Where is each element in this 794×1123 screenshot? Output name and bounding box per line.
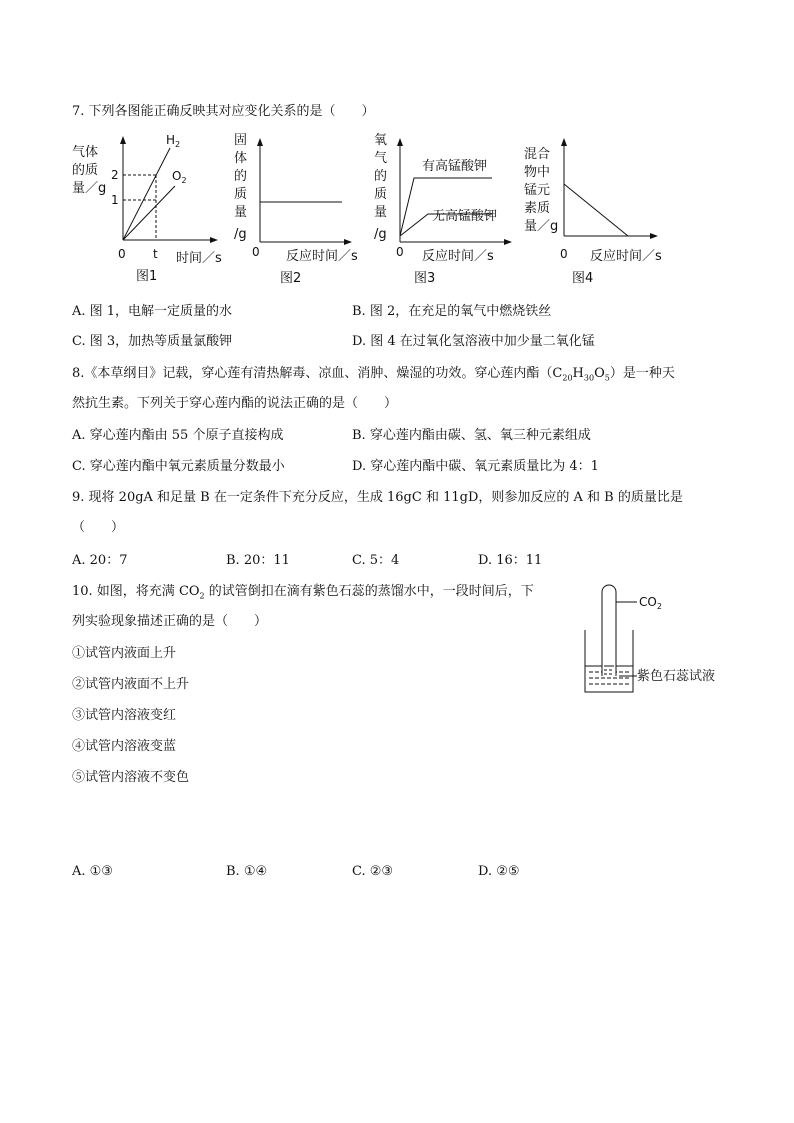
fig2-origin: 0 (252, 245, 260, 259)
fig4-caption: 图4 (572, 271, 594, 286)
q8-option-c[interactable]: C. 穿心莲内酯中氧元素质量分数最小 (72, 459, 285, 474)
q9-option-d[interactable]: D. 16：11 (478, 553, 543, 568)
fig3-ylabel-6: /g (374, 227, 387, 242)
test-tube (602, 585, 616, 676)
q9-option-a[interactable]: A. 20：7 (72, 553, 128, 568)
fig4-line (564, 184, 628, 236)
fig1-label-h2: $H_2$ (166, 133, 181, 149)
q10-stem-line-1: 10. 如图，将充满 $CO_2$ 的试管倒扣在滴有紫色石蕊的蒸馏水中，一段时间后，下 (72, 584, 534, 601)
q10-label-co2: $CO_2$ (639, 595, 662, 611)
fig1-xtick-0: 0 (118, 247, 126, 261)
q10-option-b[interactable]: B. ①④ (226, 864, 268, 879)
fig3-ylabel-4: 质 (374, 187, 388, 202)
fig2-ylabel-6: /g (234, 227, 247, 242)
q9-option-b[interactable]: B. 20：11 (226, 553, 290, 568)
fig3-line-with (400, 178, 492, 236)
fig3-label-without: 无高锰酸钾 (432, 209, 498, 224)
fig1-line-o2 (123, 186, 175, 240)
q8-option-b[interactable]: B. 穿心莲内酯由碳、氢、氧三种元素组成 (352, 428, 591, 443)
q10-item-5: ⑤试管内溶液不变色 (72, 770, 190, 785)
fig2-ylabel-5: 量 (234, 205, 248, 220)
q9-option-c[interactable]: C. 5：4 (352, 553, 400, 568)
fig4-ylabel-1: 混合 (524, 147, 551, 162)
fig2-ylabel-2: 体 (234, 151, 248, 166)
fig3-origin: 0 (396, 245, 404, 259)
fig1-label-o2: $O_2$ (172, 169, 187, 185)
fig3-caption: 图3 (414, 271, 436, 286)
fig1-caption: 图1 (136, 269, 158, 284)
fig1-line-h2 (123, 148, 170, 240)
q10-item-1: ①试管内液面上升 (72, 646, 177, 661)
q7-figure-2 (230, 128, 360, 288)
fig2-ylabel-3: 的 (234, 169, 248, 184)
fig1-ylabel-1: 气体 (72, 145, 99, 160)
fig4-origin: 0 (560, 247, 568, 261)
q7-figure-1 (70, 128, 230, 288)
fig4-ylabel-2: 物中 (524, 165, 551, 180)
fig1-ytick-2: 2 (111, 168, 119, 182)
fig3-ylabel-1: 氧 (374, 133, 388, 148)
q10-item-2: ②试管内液面不上升 (72, 677, 190, 692)
fig1-ytick-1: 1 (111, 193, 119, 207)
fig2-ylabel-4: 质 (234, 187, 248, 202)
q7-option-a[interactable]: A. 图 1，电解一定质量的水 (72, 304, 233, 319)
q9-stem-line-1: 9. 现将 20gA 和足量 B 在一定条件下充分反应，生成 16gC 和 11gD，则参加反应的 A 和 B 的质量比是 (72, 490, 683, 505)
q8-option-a[interactable]: A. 穿心莲内酯由 55 个原子直接构成 (72, 428, 284, 443)
fig2-xlabel: 反应时间／s (286, 249, 358, 264)
fig4-xlabel: 反应时间／s (590, 249, 662, 264)
q7-figure-4 (522, 128, 672, 288)
fig1-ylabel-3: 量／g (72, 181, 107, 196)
q8-option-d[interactable]: D. 穿心莲内酯中碳、氧元素质量比为 4：1 (352, 459, 599, 474)
q10-option-c[interactable]: C. ②③ (352, 864, 394, 879)
fig4-ylabel-3: 锰元 (524, 183, 551, 198)
q7-option-b[interactable]: B. 图 2，在充足的氧气中燃烧铁丝 (352, 304, 552, 319)
q8-stem-line-2: 然抗生素。下列关于穿心莲内酯的说法正确的是（ ） (72, 396, 398, 411)
fig1-xtick-t: t (153, 247, 158, 261)
q10-option-d[interactable]: D. ②⑤ (478, 864, 520, 879)
fig4-ylabel-5: 量／g (524, 219, 559, 234)
fig3-label-with: 有高锰酸钾 (422, 159, 488, 174)
fig3-ylabel-3: 的 (374, 169, 388, 184)
fig3-xlabel: 反应时间／s (422, 249, 494, 264)
q10-label-litmus: 紫色石蕊试液 (637, 669, 716, 684)
fig2-ylabel-1: 固 (234, 133, 248, 148)
fig3-ylabel-2: 气 (374, 151, 388, 166)
q7-stem: 7. 下列各图能正确反映其对应变化关系的是（ ） (72, 104, 375, 119)
fig4-ylabel-4: 素质 (524, 201, 551, 216)
q10-option-a[interactable]: A. ①③ (72, 864, 113, 879)
q10-item-3: ③试管内溶液变红 (72, 708, 177, 723)
q10-stem-line-2: 列实验现象描述正确的是（ ） (72, 614, 268, 629)
q7-option-d[interactable]: D. 图 4 在过氧化氢溶液中加少量二氧化锰 (352, 334, 595, 349)
q7-option-c[interactable]: C. 图 3，加热等质量氯酸钾 (72, 334, 233, 349)
fig1-xlabel: 时间／s (176, 251, 222, 266)
fig1-ylabel-2: 的质 (72, 163, 99, 178)
q8-stem-line-1: 8.《本草纲目》记载，穿心莲有清热解毒、凉血、消肿、燥湿的功效。穿心莲内酯$(C_{20}H_{30}O_5)$是一种天 (72, 366, 675, 383)
q10-item-4: ④试管内溶液变蓝 (72, 739, 177, 754)
fig2-caption: 图2 (280, 271, 302, 286)
q7-figure-3 (370, 128, 520, 288)
q10-figure (575, 580, 735, 700)
fig3-ylabel-5: 量 (374, 205, 388, 220)
q9-stem-line-2: （ ） (72, 520, 125, 535)
